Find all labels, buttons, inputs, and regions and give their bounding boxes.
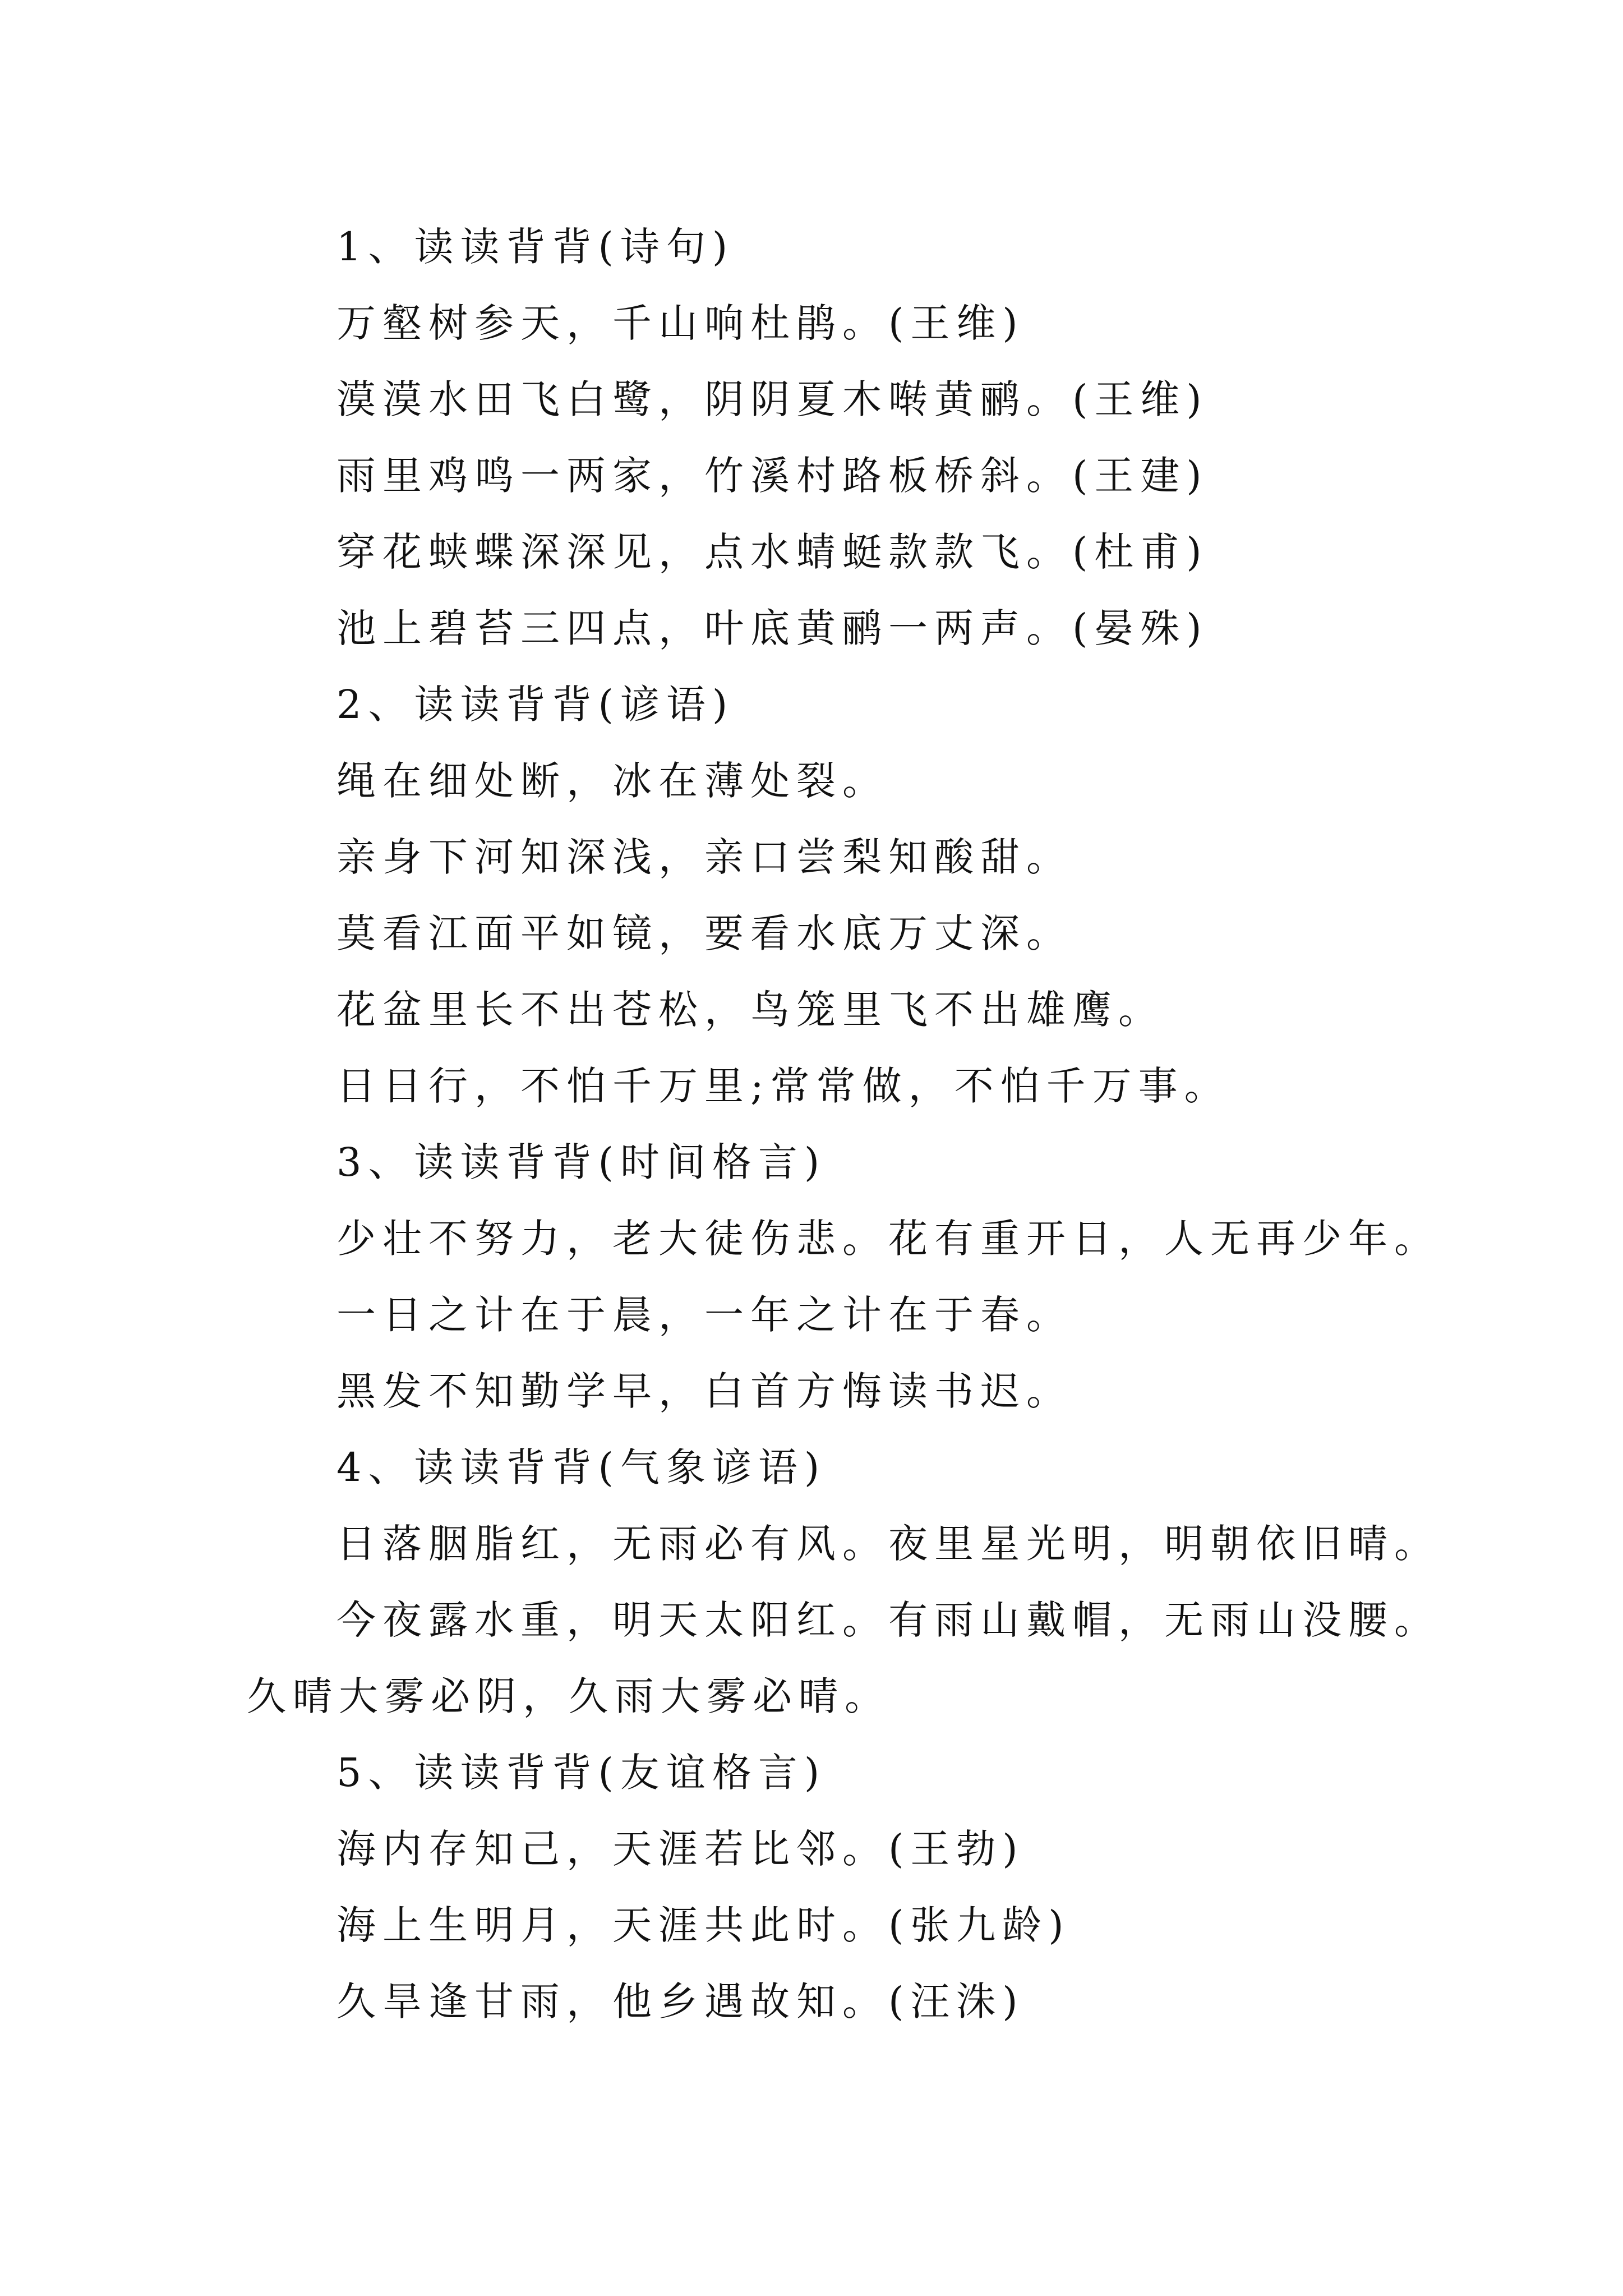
text-line-continued: 久晴大雾必阴，久雨大雾必晴。 — [247, 1673, 891, 1719]
text-line: 海上生明月，天涯共此时。(张九龄) — [336, 1902, 1071, 1948]
text-line: 久旱逢甘雨，他乡遇故知。(汪洙) — [336, 1978, 1025, 2024]
text-line: 日日行，不怕千万里;常常做，不怕千万事。 — [336, 1063, 1230, 1109]
text-line: 今夜露水重，明天太阳红。有雨山戴帽，无雨山没腰。 — [336, 1597, 1440, 1643]
section-1-heading: 1、读读背背(诗句) — [336, 224, 735, 270]
text-line: 亲身下河知深浅，亲口尝梨知酸甜。 — [336, 834, 1072, 880]
section-3-heading: 3、读读背背(时间格言) — [336, 1139, 827, 1185]
text-line: 穿花蛱蝶深深见，点水蜻蜓款款飞。(杜甫) — [336, 529, 1209, 575]
text-line: 雨里鸡鸣一两家，竹溪村路板桥斜。(王建) — [336, 453, 1209, 499]
text-line: 漠漠水田飞白鹭，阴阴夏木啭黄鹂。(王维) — [336, 376, 1209, 422]
section-2-heading: 2、读读背背(谚语) — [336, 682, 735, 728]
text-line: 海内存知己，天涯若比邻。(王勃) — [336, 1826, 1025, 1872]
text-line: 黑发不知勤学早，白首方悔读书迟。 — [336, 1368, 1072, 1414]
text-line: 绳在细处断，冰在薄处裂。 — [336, 758, 888, 804]
text-line: 日落胭脂红，无雨必有风。夜里星光明，明朝依旧晴。 — [336, 1521, 1440, 1567]
section-4-heading: 4、读读背背(气象谚语) — [336, 1444, 827, 1490]
text-line: 少壮不努力，老大徒伤悲。花有重开日，人无再少年。 — [336, 1216, 1440, 1262]
text-line: 一日之计在于晨，一年之计在于春。 — [336, 1292, 1072, 1338]
text-line: 万壑树参天，千山响杜鹃。(王维) — [336, 300, 1025, 346]
text-line: 莫看江面平如镜，要看水底万丈深。 — [336, 910, 1072, 956]
section-5-heading: 5、读读背背(友谊格言) — [336, 1750, 827, 1796]
text-line: 花盆里长不出苍松，鸟笼里飞不出雄鹰。 — [336, 987, 1164, 1033]
text-line: 池上碧苔三四点，叶底黄鹂一两声。(晏殊) — [336, 605, 1209, 651]
